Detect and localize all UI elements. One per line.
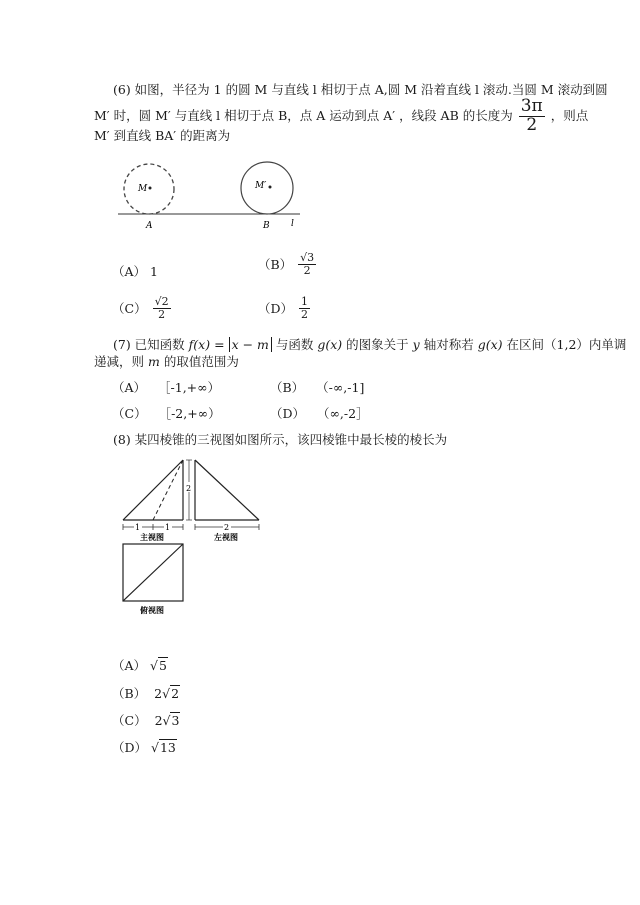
q7-option-a bbox=[112, 378, 220, 396]
q8-dim-1a: 1 bbox=[135, 523, 141, 532]
q8-left-view bbox=[185, 460, 259, 531]
q7-m: m bbox=[148, 354, 160, 369]
q8-top-label: 俯视图 bbox=[140, 605, 164, 615]
q8-option-b bbox=[112, 684, 180, 702]
q6-option-a-value: 1 bbox=[150, 264, 158, 279]
q7-option-a-value: ［-1,+∞） bbox=[158, 380, 221, 395]
q6-option-d-num: 1 bbox=[301, 295, 309, 308]
q6-figure bbox=[110, 155, 310, 235]
q8-dim-2h: 2 bbox=[186, 484, 192, 493]
q7-option-d-value: （∞,-2］ bbox=[317, 406, 369, 421]
q6-line1: (6) 如图，半径为 1 的圆 M 与直线 l 相切于点 A,圆 M 沿着直线 l 滚动.当圆 M 滚动到圆 bbox=[113, 82, 608, 97]
q8-line1: (8) 某四棱锥的三视图如图所示，该四棱锥中最长棱的棱长为 bbox=[113, 432, 448, 447]
q8-left-label: 左视图 bbox=[214, 532, 238, 542]
q8-dim-2w: 2 bbox=[224, 523, 230, 532]
q6-option-b-den: 2 bbox=[303, 263, 311, 277]
q6-line2-b: ，则点 bbox=[550, 107, 589, 123]
q6-option-b-num: √3 bbox=[300, 251, 315, 264]
q6-option-b-fraction bbox=[298, 252, 316, 276]
q6-point-M2 bbox=[269, 186, 272, 189]
q7-option-c-label: （C） bbox=[112, 406, 147, 421]
q6-point-M bbox=[149, 187, 152, 190]
q6-fraction-3pi-2 bbox=[519, 98, 545, 135]
q8-option-b-radical: √2 bbox=[162, 686, 180, 701]
q6-circle-M2 bbox=[241, 162, 293, 214]
q8-option-c-coef: 2 bbox=[154, 713, 163, 728]
q8-option-c-radicand: 3 bbox=[171, 713, 180, 728]
q6-option-d-fraction bbox=[299, 296, 310, 320]
q7-text-1: (7) 已知函数 bbox=[113, 337, 185, 352]
q8-option-d-radicand: 13 bbox=[159, 740, 176, 755]
q6-frac-num: 3π bbox=[520, 96, 543, 116]
q8-option-a-radicand: 5 bbox=[158, 658, 167, 673]
q6-label-l: l bbox=[291, 219, 294, 229]
q8-option-d-label: （D） bbox=[112, 740, 148, 755]
q7-option-b-value: （-∞,-1] bbox=[316, 380, 365, 395]
q7-option-c-value: ［-2,+∞） bbox=[158, 406, 221, 421]
q6-label-B: B bbox=[263, 221, 270, 231]
q7-line2 bbox=[94, 352, 239, 370]
q8-option-c-radical: √3 bbox=[162, 713, 180, 728]
q8-three-view-figure bbox=[115, 452, 275, 622]
q7-option-b-label: （B） bbox=[270, 380, 305, 395]
q7-f: f(x) bbox=[188, 337, 211, 352]
q6-option-b bbox=[258, 252, 318, 276]
q6-option-b-label: （B） bbox=[258, 257, 293, 273]
q7-text-5: 在区间（1,2）内单调 bbox=[506, 337, 627, 352]
q7-abs-expr: x − m bbox=[229, 337, 272, 352]
q7-eq: = bbox=[214, 337, 225, 352]
q6-option-c-den: 2 bbox=[158, 307, 166, 321]
q8-option-c-label: （C） bbox=[112, 713, 147, 728]
q6-label-M: M bbox=[138, 184, 148, 194]
q6-option-c-num: √2 bbox=[154, 295, 169, 308]
q7-line2-b: 的取值范围为 bbox=[163, 354, 239, 369]
q7-option-b bbox=[270, 378, 364, 396]
q8-front-label: 主视图 bbox=[140, 532, 164, 542]
q8-option-b-coef: 2 bbox=[154, 686, 163, 701]
q6-line3: M′ 到直线 BA′ 的距离为 bbox=[94, 128, 231, 143]
q6-line2-a: M′ 时，圆 M′ 与直线 l 相切于点 B，点 A 运动到点 A′ ，线段 AB 的长度为 bbox=[94, 107, 513, 123]
q7-y: y bbox=[412, 337, 420, 352]
q8-option-a-label: （A） bbox=[112, 658, 147, 673]
q6-option-d-label: （D） bbox=[258, 301, 294, 317]
q7-g2: g(x) bbox=[477, 337, 503, 352]
q7-option-a-label: （A） bbox=[112, 380, 147, 395]
q6-option-d bbox=[258, 296, 312, 320]
q6-option-a-label: （A） bbox=[112, 264, 147, 279]
q8-dim-1b: 1 bbox=[165, 523, 171, 532]
q8-option-b-radicand: 2 bbox=[171, 686, 180, 701]
q6-option-a bbox=[112, 262, 158, 280]
q7-text-4: 轴对称若 bbox=[423, 337, 474, 352]
q8-option-c bbox=[112, 711, 180, 729]
q8-option-b-label: （B） bbox=[112, 686, 147, 701]
q7-line2-a: 递减，则 bbox=[94, 354, 145, 369]
q8-front-dimensions bbox=[123, 522, 183, 531]
q8-option-a bbox=[112, 656, 168, 674]
q8-option-d-radical: √13 bbox=[151, 740, 176, 755]
q7-text-3: 的图象关于 bbox=[346, 337, 409, 352]
q8-option-d bbox=[112, 738, 177, 756]
q7-text-2: 与函数 bbox=[275, 337, 314, 352]
q6-option-d-den: 2 bbox=[301, 307, 309, 321]
q6-option-c-label: （C） bbox=[112, 301, 147, 317]
q7-option-d-label: （D） bbox=[270, 406, 306, 421]
q8-option-a-radical: √5 bbox=[150, 658, 167, 673]
q6-label-A: A bbox=[146, 221, 153, 231]
q7-option-d bbox=[270, 404, 369, 422]
q7-line1 bbox=[113, 335, 626, 353]
q6-option-c-fraction bbox=[153, 296, 171, 320]
q6-option-c bbox=[112, 296, 173, 320]
q8-front-view bbox=[123, 460, 183, 520]
q6-label-M2: M′ bbox=[255, 181, 267, 191]
q7-g: g(x) bbox=[317, 337, 343, 352]
q6-frac-den: 2 bbox=[526, 114, 538, 135]
q7-option-c bbox=[112, 404, 221, 422]
q8-top-view bbox=[123, 544, 183, 601]
